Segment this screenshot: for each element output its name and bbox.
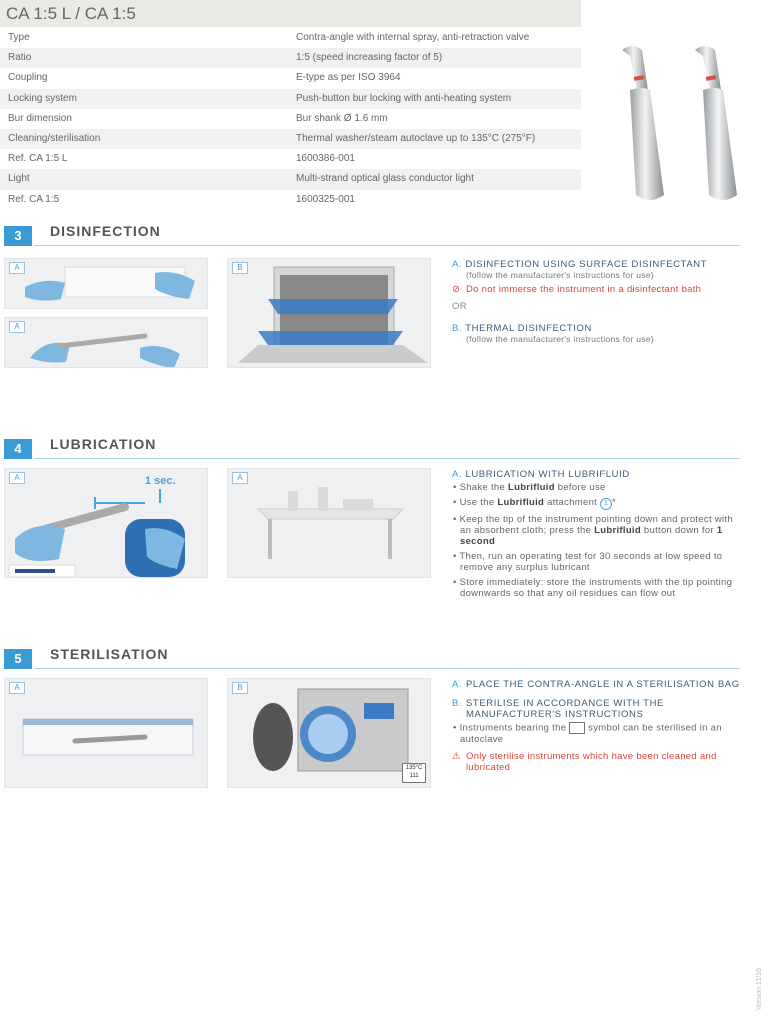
section-disinfection-header <box>4 223 740 246</box>
photo-tag: A <box>9 682 25 694</box>
section-title: LUBRICATION <box>50 436 157 452</box>
photo-disinfection-handpiece <box>4 317 208 368</box>
one-second-label: 1 sec. <box>145 475 176 487</box>
photo-thermal-washer <box>227 258 431 368</box>
section-number: 5 <box>4 649 32 669</box>
section-rule <box>34 245 740 246</box>
spec-value: Thermal washer/steam autoclave up to 135°C (275°F) <box>296 132 536 144</box>
section-rule <box>34 458 740 459</box>
spec-row <box>0 190 581 210</box>
photo-tag: B <box>232 682 248 694</box>
disinfection-warning: ⊘ Do not immerse the instrument in a disinfectant bath <box>452 284 702 295</box>
spec-key: Ref. CA 1:5 <box>8 193 60 205</box>
spec-key: Coupling <box>8 72 48 84</box>
spec-value: Bur shank Ø 1.6 mm <box>296 112 388 124</box>
spec-row <box>0 68 581 88</box>
section-title: DISINFECTION <box>50 223 161 239</box>
spec-key: Bur dimension <box>8 112 72 124</box>
section-title: STERILISATION <box>50 646 169 662</box>
spec-row <box>0 169 581 189</box>
photo-tag: A <box>9 321 25 333</box>
section-number: 3 <box>4 226 32 246</box>
spec-key: Ratio <box>8 52 32 64</box>
photo-tag: A <box>232 472 248 484</box>
warning-triangle-icon: ⚠ <box>452 751 461 762</box>
spec-key: Type <box>8 32 30 43</box>
spec-value: E-type as per ISO 3964 <box>296 72 401 84</box>
spec-table <box>0 28 581 210</box>
contra-angle-product-image <box>600 30 760 220</box>
photo-tag: A <box>9 472 25 484</box>
autoclave-symbol-icon <box>569 722 585 734</box>
spec-value: Push-button bur locking with anti-heating system <box>296 92 512 104</box>
photo-storage-rack <box>227 468 431 578</box>
spec-row <box>0 48 581 68</box>
spec-row <box>0 129 581 149</box>
section-number: 4 <box>4 439 32 459</box>
photo-tag: A <box>9 262 25 274</box>
spec-row <box>0 89 581 109</box>
version-label: Version 11/16 <box>756 968 763 1011</box>
spec-row <box>0 28 581 48</box>
photo-lubrifluid-spray <box>4 468 208 578</box>
sterilisation-warning: ⚠ Only sterilise instruments which have been cleaned and lubricated <box>452 751 717 773</box>
lubrication-instructions: A. LUBRICATION WITH LUBRIFLUID • Shake the Lubrifluid before use • Use the Lubrifluid attachment 1 * • Keep the tip of the instrument pointing down and protect with an absorbent cloth; press the Lubrifluid button down for 1 second • Then, run an operating test for 30 seconds at low speed to remove any surplus lubricant • Store immediately: store the instruments with the tip pointing downwards so that any oil residues can flow out <box>452 469 733 599</box>
section-lubrication-header <box>4 436 740 459</box>
spec-key: Light <box>8 173 30 185</box>
photo-disinfection-wipe <box>4 258 208 309</box>
spec-key: Cleaning/sterilisation <box>8 132 101 144</box>
section-rule <box>34 668 740 669</box>
spec-value: 1600325-001 <box>296 193 355 205</box>
spec-row <box>0 149 581 169</box>
photo-sterilisation-bag <box>4 678 208 788</box>
autoclave-135c-icon: 135°C 111 <box>402 763 426 783</box>
section-sterilisation-header <box>4 646 740 669</box>
spec-value: Contra-angle with internal spray, anti-retraction valve <box>296 32 530 43</box>
photo-autoclave <box>227 678 431 788</box>
attachment-number-icon: 1 <box>600 498 612 510</box>
spec-key: Locking system <box>8 92 77 104</box>
sterilisation-instructions: A. PLACE THE CONTRA-ANGLE IN A STERILISATION BAG B. STERILISE IN ACCORDANCE WITH THE MANUFACTURER'S INSTRUCTIONS • Instruments bearing the symbol can be sterilised in an autoclave ⚠ Only sterilise instruments which have been cleaned and lubricated <box>452 679 742 773</box>
spec-value: 1:5 (speed increasing factor of 5) <box>296 52 443 64</box>
photo-tag: B <box>232 262 248 274</box>
spec-value: Multi-strand optical glass conductor light <box>296 173 474 185</box>
spec-title: CA 1:5 L / CA 1:5 <box>0 0 581 27</box>
spec-key: Ref. CA 1:5 L <box>8 153 68 165</box>
disinfection-instructions: A. DISINFECTION USING SURFACE DISINFECTANT (follow the manufacturer's instructions for use) ⊘ Do not immerse the instrument in a disinfectant bath OR B. THERMAL DISINFECTION (follow the manufacturer's instructions for use) <box>452 259 742 345</box>
spec-value: 1600386-001 <box>296 153 355 165</box>
spec-row <box>0 109 581 129</box>
prohibited-icon: ⊘ <box>452 284 461 295</box>
